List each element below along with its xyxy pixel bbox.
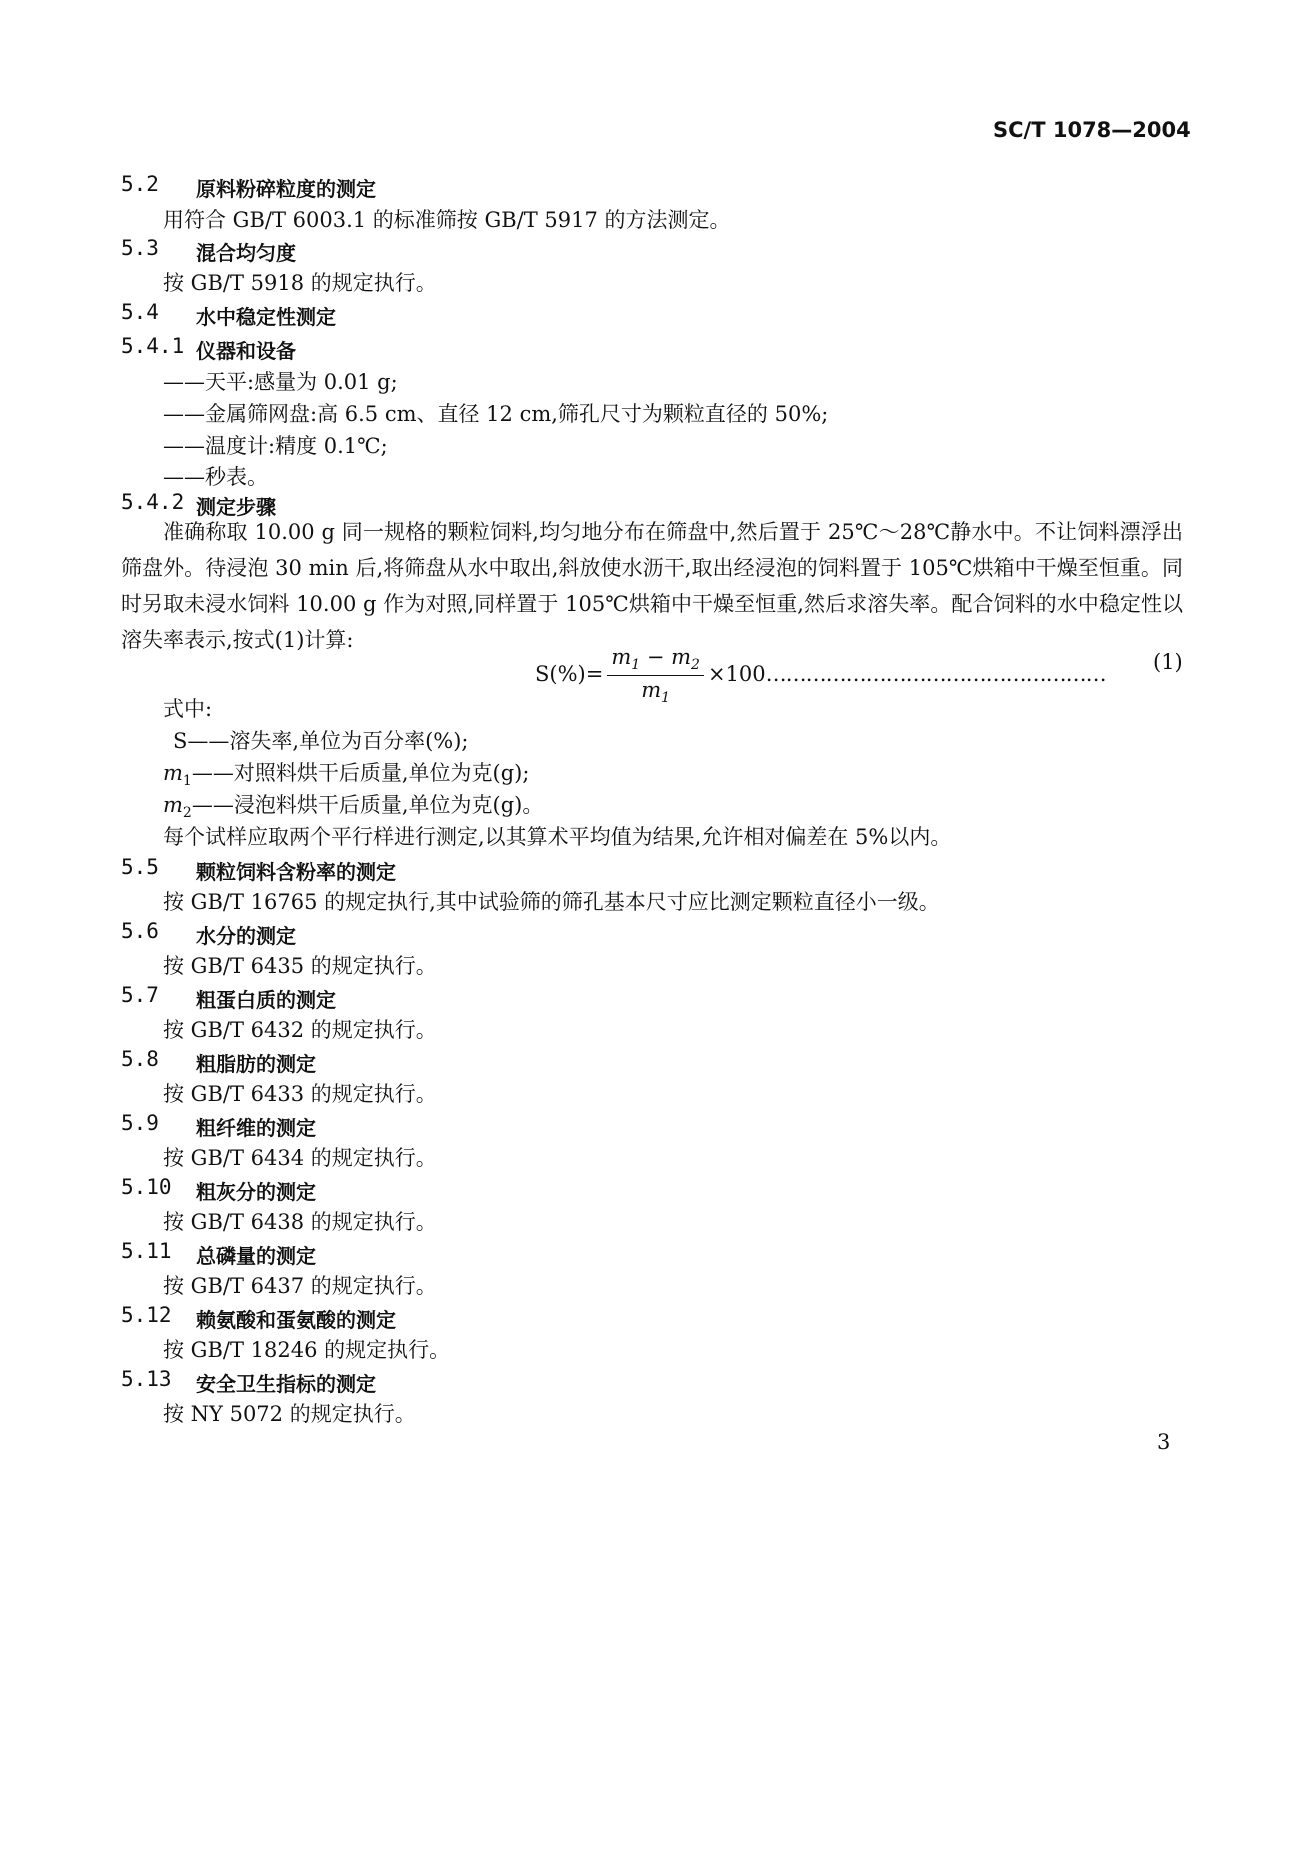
where-def: $m_1——$对照料烘干后质量,单位为克(g); [163,761,530,790]
section-body: 按 GB/T 5918 的规定执行。 [163,271,437,295]
list-item: ——温度计:精度 0.1℃; [163,434,388,458]
section-body: 按 GB/T 6432 的规定执行。 [163,1018,437,1042]
procedure-paragraph: 准确称取 10.00 g 同一规格的颗粒饲料,均匀地分布在筛盘中,然后置于 25℃～28℃静水中。不让饲料漂浮出筛盘外。待浸泡 30 min 后,将筛盘从水中取出,斜放使水沥干,取出经浸泡的饲料置于 105℃烘箱中干燥至恒重。同时另取未浸水饲料 10.00 g 作为对照,同样置于 105℃烘箱中干燥至恒重,然后求溶失率。配合饲料的水中稳定性以溶失率表示,按式(1)计算: [121,520,1183,652]
formula-times: ×100 [707,662,766,687]
section-number: 5.8 [121,1047,159,1071]
doc-code: SC/T 1078—2004 [993,118,1191,142]
where-note: 每个试样应取两个平行样进行测定,以其算术平均值为结果,允许相对偏差在 5%以内。 [163,825,952,849]
section-body: 按 GB/T 6437 的规定执行。 [163,1274,437,1298]
section-title: 赖氨酸和蛋氨酸的测定 [196,1308,396,1332]
section-title: 测定步骤 [196,495,276,519]
formula-lhs: S(%)= [535,662,604,687]
section-body: 按 GB/T 6433 的规定执行。 [163,1082,437,1106]
section-number: 5.5 [121,855,159,879]
section-number: 5.13 [121,1367,172,1391]
section-number: 5.3 [121,236,159,260]
section-number: 5.10 [121,1175,172,1199]
section-number: 5.4.2 [121,490,185,514]
where-intro: 式中: [163,697,213,721]
section-title: 混合均匀度 [196,241,296,265]
section-title: 颗粒饲料含粉率的测定 [196,860,396,884]
section-title: 安全卫生指标的测定 [196,1372,376,1396]
section-title: 水中稳定性测定 [196,305,336,329]
section-body: 按 GB/T 6435 的规定执行。 [163,954,437,978]
section-number: 5.4.1 [121,334,185,358]
where-def: S——溶失率,单位为百分率(%); [173,729,469,753]
section-title: 原料粉碎粒度的测定 [196,177,376,201]
section-number: 5.11 [121,1239,172,1263]
section-title: 粗灰分的测定 [196,1180,316,1204]
list-item: ——金属筛网盘:高 6.5 cm、直径 12 cm,筛孔尺寸为颗粒直径的 50%; [163,402,829,426]
section-title: 粗蛋白质的测定 [196,988,336,1012]
formula [535,645,1106,706]
section-number: 5.6 [121,919,159,943]
section-number: 5.7 [121,983,159,1007]
section-number: 5.4 [121,300,159,324]
section-number: 5.9 [121,1111,159,1135]
formula-leader: …………………………………………… [765,662,1106,687]
section-body: 按 GB/T 6434 的规定执行。 [163,1146,437,1170]
section-body: 按 GB/T 18246 的规定执行。 [163,1338,451,1362]
section-title: 水分的测定 [196,924,296,948]
section-body: 按 NY 5072 的规定执行。 [163,1402,416,1426]
section-title: 粗脂肪的测定 [196,1052,316,1076]
page-number: 3 [1157,1430,1171,1454]
where-def: $m_2——$浸泡料烘干后质量,单位为克(g)。 [163,793,544,822]
section-body: 按 GB/T 16765 的规定执行,其中试验筛的筛孔基本尺寸应比测定颗粒直径小一级。 [163,890,940,914]
section-title: 仪器和设备 [196,339,296,363]
formula-label: (1) [1153,650,1183,674]
section-number: 5.2 [121,172,159,196]
list-item: ——天平:感量为 0.01 g; [163,370,398,394]
formula-fraction: $\frac{m_1 - m_2}{m_1}$ [607,645,704,706]
list-item: ——秒表。 [163,465,268,489]
section-title: 总磷量的测定 [196,1244,316,1268]
section-body: 按 GB/T 6438 的规定执行。 [163,1210,437,1234]
section-body: 用符合 GB/T 6003.1 的标准筛按 GB/T 5917 的方法测定。 [163,208,731,232]
section-number: 5.12 [121,1303,172,1327]
section-title: 粗纤维的测定 [196,1116,316,1140]
